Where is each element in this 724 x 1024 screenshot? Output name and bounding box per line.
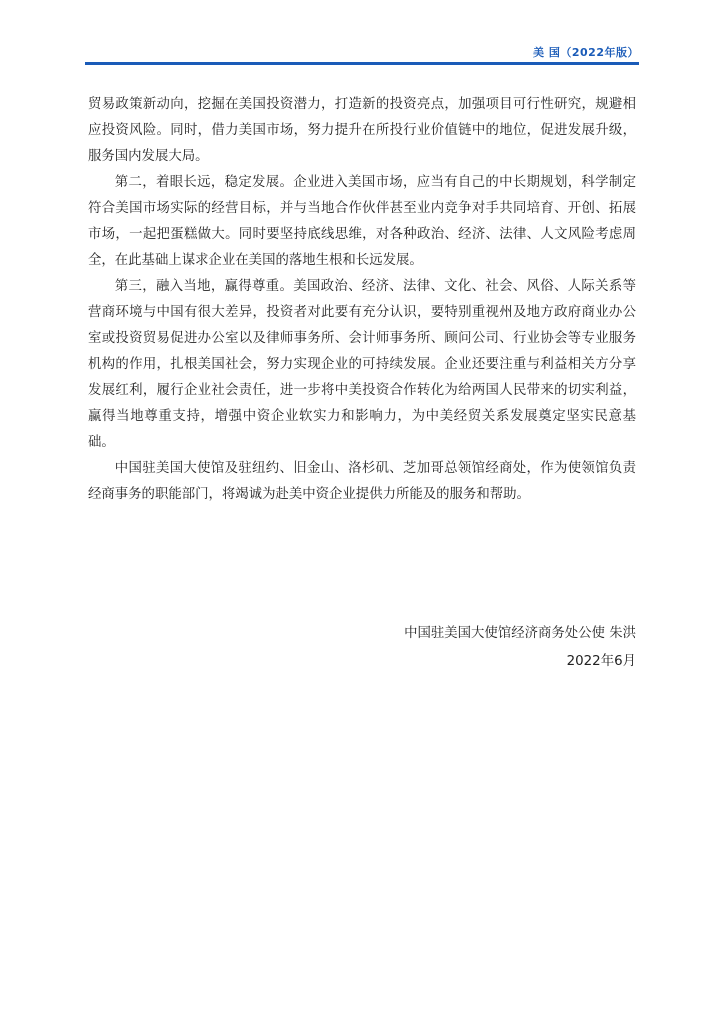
signature-date: 2022年6月 [566, 654, 636, 669]
signature-author: 中国驻美国大使馆经济商务处公使 朱洪 [404, 626, 636, 641]
header-rule [85, 62, 639, 65]
paragraph-continued: 贸易政策新动向，挖掘在美国投资潜力，打造新的投资亮点，加强项目可行性研究，规避相应投资风险。同时，借力美国市场，努力提升在所投行业价值链中的地位，促进发展升级，服务国内发展大局。 [88, 97, 636, 164]
page-header [85, 40, 639, 66]
paragraph-third-point: 第三，融入当地，赢得尊重。美国政治、经济、法律、文化、社会、风俗、人际关系等营商环境与中国有很大差异，投资者对此要有充分认识，要特别重视州及地方政府商业办公室或投资贸易促进办公室以及律师事务所、会计师事务所、顾问公司、行业协会等专业服务机构的作用，扎根美国社会，努力实现企业的可持续发展。企业还要注重与利益相关方分享发展红利，履行企业社会责任，进一步将中美投资合作转化为给两国人民带来的切实利益，赢得当地尊重支持，增强中资企业软实力和影响力，为中美经贸关系发展奠定坚实民意基础。 [88, 279, 636, 450]
header-title: 美 国（2022年版） [533, 46, 639, 59]
signature-block [404, 620, 636, 676]
paragraph-second-point: 第二，着眼长远，稳定发展。企业进入美国市场，应当有自己的中长期规划，科学制定符合美国市场实际的经营目标，并与当地合作伙伴甚至业内竞争对手共同培育、开创、拓展市场，一起把蛋糕做大。同时要坚持底线思维，对各种政治、经济、法律、人文风险考虑周全，在此基础上谋求企业在美国的落地生根和长远发展。 [88, 175, 636, 268]
body-text [88, 92, 636, 508]
paragraph-embassy-service: 中国驻美国大使馆及驻纽约、旧金山、洛杉矶、芝加哥总领馆经商处，作为使领馆负责经商事务的职能部门，将竭诚为赴美中资企业提供力所能及的服务和帮助。 [88, 461, 636, 502]
